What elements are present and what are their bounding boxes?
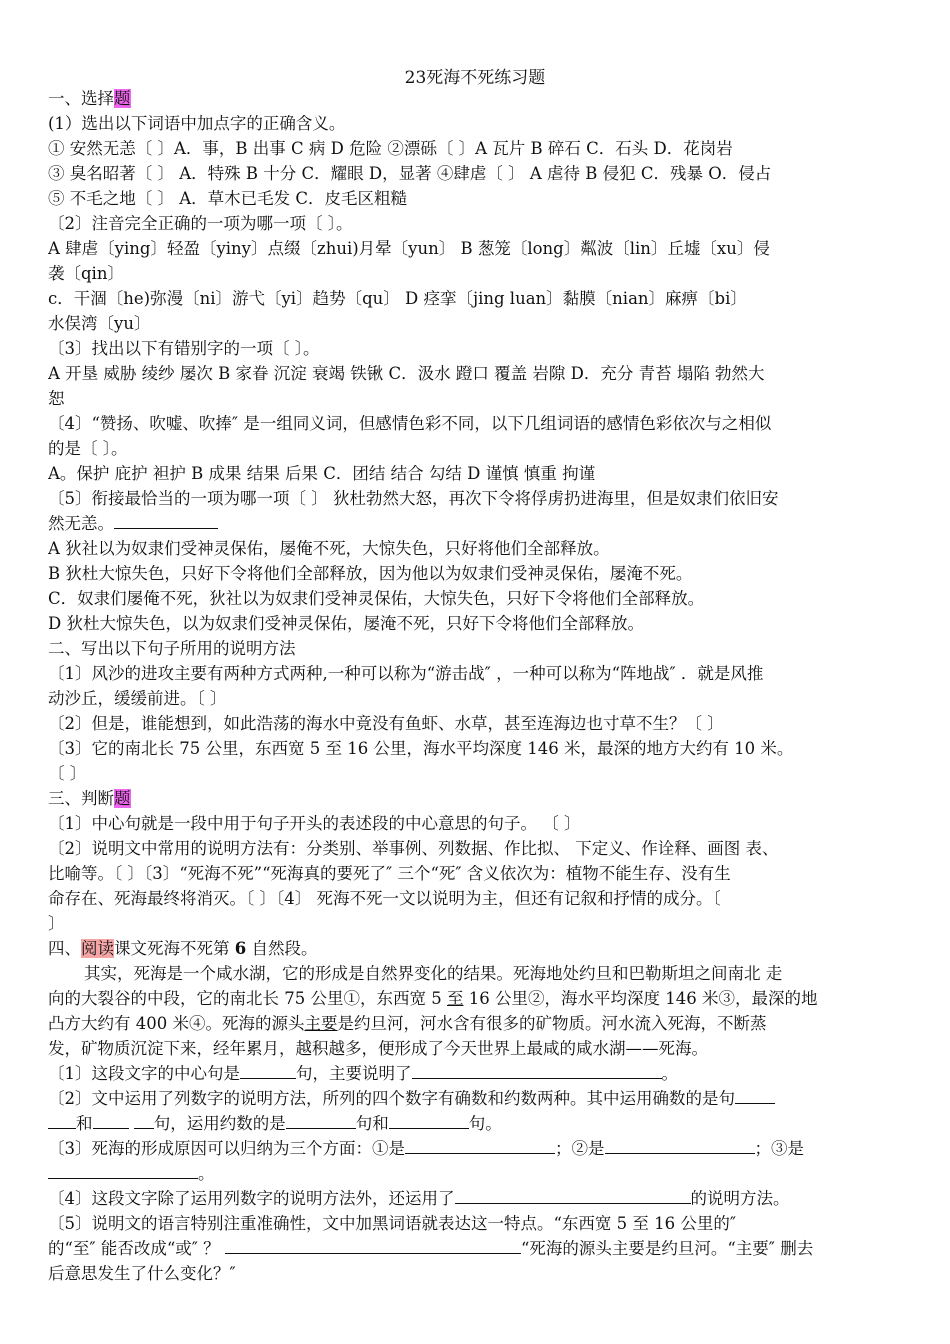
q3-line-2: 恕 (48, 389, 65, 408)
answer-blank[interactable] (286, 1112, 356, 1129)
reading-q5-line-2-b: “死海的源头主要是约旦河。“主要″ 删去 (520, 1239, 814, 1258)
section-1-heading-highlight: 题 (114, 89, 131, 108)
passage-line-3-a: 凸方大约有 400 米④。死海的源头 (48, 1014, 305, 1033)
section-2-heading: 二、写出以下句子所用的说明方法 (48, 639, 296, 658)
q1-line-2: ③ 臭名昭著〔 〕 A．特殊 B 十分 C．耀眼 D，显著 ④肆虐〔 〕 A 虐待 B 侵犯 C．残暴 O．侵占 (48, 164, 772, 183)
answer-blank[interactable] (735, 1087, 775, 1104)
q4-line-2: 的是〔 〕。 (48, 439, 128, 458)
reading-q2-b: 和 (76, 1114, 93, 1133)
answer-blank[interactable] (605, 1137, 755, 1154)
reading-q4-a: 〔4〕这段文字除了运用列数字的说明方法外，还运用了 (48, 1189, 455, 1208)
q5-option-b: B 狄杜大惊失色，只好下令将他们全部释放，因为他以为奴隶们受神灵保佑，屡淹不死。 (48, 564, 693, 583)
q5-line-2-text: 然无恙。 (48, 514, 114, 533)
reading-q2-c: 句，运用约数的是 (153, 1114, 286, 1133)
answer-blank[interactable] (48, 1112, 76, 1129)
section-3-heading-highlight: 题 (114, 789, 131, 808)
s2-item-2: 〔2〕但是，谁能想到，如此浩荡的海水中竟没有鱼虾、水草，甚至连海边也寸草不生？〔 〕 (48, 714, 724, 733)
passage-line-2-a: 向的大裂谷的中段，它的南北长 75 公里①，东西宽 5 (48, 989, 447, 1008)
s2-item-1-line-2: 动沙丘，缓缓前进。〔 〕 (48, 689, 227, 708)
q4-prompt: 〔4〕“赞扬、吹嘘、吹捧″ 是一组同义词，但感情色彩不同，以下几组词语的感情色彩依次与之相似 (48, 414, 772, 433)
reading-q4-b: 的说明方法。 (690, 1189, 790, 1208)
reading-q3-a: 〔3〕死海的形成原因可以归纳为三个方面：①是 (48, 1139, 405, 1158)
answer-blank[interactable] (93, 1112, 129, 1129)
answer-blank[interactable] (240, 1062, 296, 1079)
reading-q5-line-2-a: 的“至″ 能否改成“或″ ？ (48, 1239, 220, 1258)
reading-q5-line-3: 后意思发生了什么变化？″ (48, 1264, 236, 1283)
answer-blank[interactable] (225, 1237, 521, 1254)
q2-line-3: c．干涸〔he)弥漫〔ni〕游弋〔yi〕趋势〔qu〕 D 痉挛〔jing luan〕黏膜〔nian〕麻痹〔bi〕 (48, 289, 747, 308)
answer-blank[interactable] (389, 1112, 469, 1129)
reading-q1 (48, 1062, 910, 1086)
passage-underlined-zhuyao: 主要 (304, 1014, 338, 1033)
reading-q1-a: 〔1〕这段文字的中心句是 (48, 1064, 240, 1083)
q5-prompt: 〔5〕衔接最恰当的一项为哪一项〔 〕 狄杜勃然大怒，再次下令将俘虏扔进海里，但是奴隶们依旧安 (48, 489, 779, 508)
judge-item-1: 〔1〕中心句就是一段中用于句子开头的表述段的中心意思的句子。 〔 〕 (48, 814, 581, 833)
answer-blank[interactable] (405, 1137, 555, 1154)
passage-line-3 (48, 1012, 910, 1036)
section-4-heading-highlight: 阅读 (81, 939, 114, 958)
answer-blank[interactable] (114, 512, 218, 529)
q2-prompt: 〔2〕注音完全正确的一项为哪一项〔 〕。 (48, 214, 353, 233)
reading-q1-b: 句，主要说明了 (296, 1064, 412, 1083)
judge-item-2-line-3: 命存在、死海最终将消灭。〔 〕〔4〕 死海不死一文以说明为主，但还有记叙和抒情的成分。〔 (48, 889, 721, 908)
q2-line-4: 水俣湾〔yu〕 (48, 314, 151, 333)
passage-line-3-b: 是约旦河，河水含有很多的矿物质。河水流入死海，不断蒸 (337, 1014, 767, 1033)
reading-q2 (48, 1087, 910, 1111)
section-4-heading-prefix: 四、 (48, 939, 81, 958)
q3-line-1: A 开垦 威胁 绫纱 屡次 B 家眷 沉淀 衰竭 铁锹 C．汲水 蹬口 覆盖 岩隙 D．充分 青苔 塌陷 勃然大 (48, 364, 765, 383)
section-4-heading-suffix: 自然段。 (246, 939, 318, 958)
section-3-heading-text: 三、判断 (48, 789, 114, 808)
reading-q1-c: 。 (661, 1064, 678, 1083)
section-4-heading (48, 937, 910, 961)
reading-q2-a: 〔2〕文中运用了列数字的说明方法，所列的四个数字有确数和约数两种。其中运用确数的是句 (48, 1089, 735, 1108)
q5-option-c: C．奴隶们屡俺不死，狄社以为奴隶们受神灵保佑，大惊失色，只好下令将他们全部释放。 (48, 589, 705, 608)
reading-q3-b: ；②是 (555, 1139, 605, 1158)
s2-item-3-line-2: 〔 〕 (48, 764, 87, 783)
reading-q3 (48, 1137, 910, 1161)
answer-blank[interactable] (48, 1162, 198, 1179)
passage-line-2-b: 16 公里②，海水平均深度 146 米③，最深的地 (463, 989, 818, 1008)
section-4-heading-mid: 课文死海不死第 (114, 939, 235, 958)
q5-option-d: D 狄杜大惊失色，以为奴隶们受神灵保佑，屡淹不死，只好下令将他们全部释放。 (48, 614, 644, 633)
q3-prompt: 〔3〕找出以下有错别字的一项〔 〕。 (48, 339, 320, 358)
q4-options: A。保护 庇护 袒护 B 成果 结果 后果 C．团结 结合 勾结 D 谨慎 慎重 拘谨 (48, 464, 596, 483)
page-title: 23死海不死练习题 (404, 68, 546, 88)
passage-line-1: 其实，死海是一个咸水湖，它的形成是自然界变化的结果。死海地处约旦和巴勒斯坦之间南北 走 (84, 964, 783, 983)
q5-line-2 (48, 512, 910, 536)
reading-q3-d: 。 (198, 1164, 215, 1183)
answer-blank[interactable] (134, 1112, 154, 1129)
reading-q3-c: ；③是 (754, 1139, 804, 1158)
reading-q2-line-2 (48, 1112, 910, 1136)
q2-line-1: A 肆虐〔ying〕轻盈〔yiny〕点缀〔zhui)月晕〔yun〕 B 葱笼〔long〕粼波〔lin〕丘墟〔xu〕侵 (48, 239, 770, 258)
reading-q2-d: 句和 (355, 1114, 389, 1133)
reading-q2-e: 句。 (468, 1114, 502, 1133)
answer-blank[interactable] (455, 1187, 691, 1204)
section-4-heading-number: 6 (234, 939, 247, 958)
passage-line-2 (48, 987, 910, 1011)
s2-item-3: 〔3〕它的南北长 75 公里，东西宽 5 至 16 公里，海水平均深度 146 米，最深的地方大约有 10 米。 (48, 739, 794, 758)
q5-option-a: A 狄社以为奴隶们受神灵保佑，屡俺不死，大惊失色，只好将他们全部释放。 (48, 539, 610, 558)
q2-line-2: 袭〔qin〕 (48, 264, 124, 283)
section-1-heading (48, 87, 910, 111)
q1-line-1: ① 安然无恙〔 〕A．事，B 出事 C 病 D 危险 ②漂砾〔 〕A 瓦片 B 碎石 C．石头 D．花岗岩 (48, 139, 733, 158)
reading-q5: 〔5〕说明文的语言特别注重准确性，文中加黑词语就表达这一特点。“东西宽 5 至 16 公里的″ (48, 1214, 737, 1233)
answer-blank[interactable] (412, 1062, 662, 1079)
reading-q5-line-2 (48, 1237, 910, 1261)
reading-q4 (48, 1187, 910, 1211)
passage-underlined-zhi: 至 (446, 989, 464, 1008)
passage-line-4: 发，矿物质沉淀下来，经年累月，越积越多，便形成了今天世界上最咸的咸水湖——死海。 (48, 1039, 708, 1058)
judge-item-2: 〔2〕说明文中常用的说明方法有：分类别、举事例、列数据、作比拟、 下定义、作诠释、画图 表、 (48, 839, 779, 858)
q1-line-3: ⑤ 不毛之地〔 〕 A．草木已毛发 C．皮毛区粗糙 (48, 189, 408, 208)
q1-prompt: (1）选出以下词语中加点字的正确含义。 (48, 114, 346, 133)
section-3-heading (48, 787, 910, 811)
section-1-heading-text: 一、选择 (48, 89, 114, 108)
judge-item-2-line-2: 比喻等。〔 〕〔3〕“死海不死”“死海真的要死了″ 三个“死″ 含义依次为：植物不能生存、没有生 (48, 864, 731, 883)
judge-item-2-line-4: 〕 (48, 914, 65, 933)
reading-q3-line-2 (48, 1162, 910, 1186)
s2-item-1: 〔1〕风沙的进攻主要有两种方式两种,一种可以称为“游击战″ ，一种可以称为“阵地战″ ．就是风推 (48, 664, 764, 683)
